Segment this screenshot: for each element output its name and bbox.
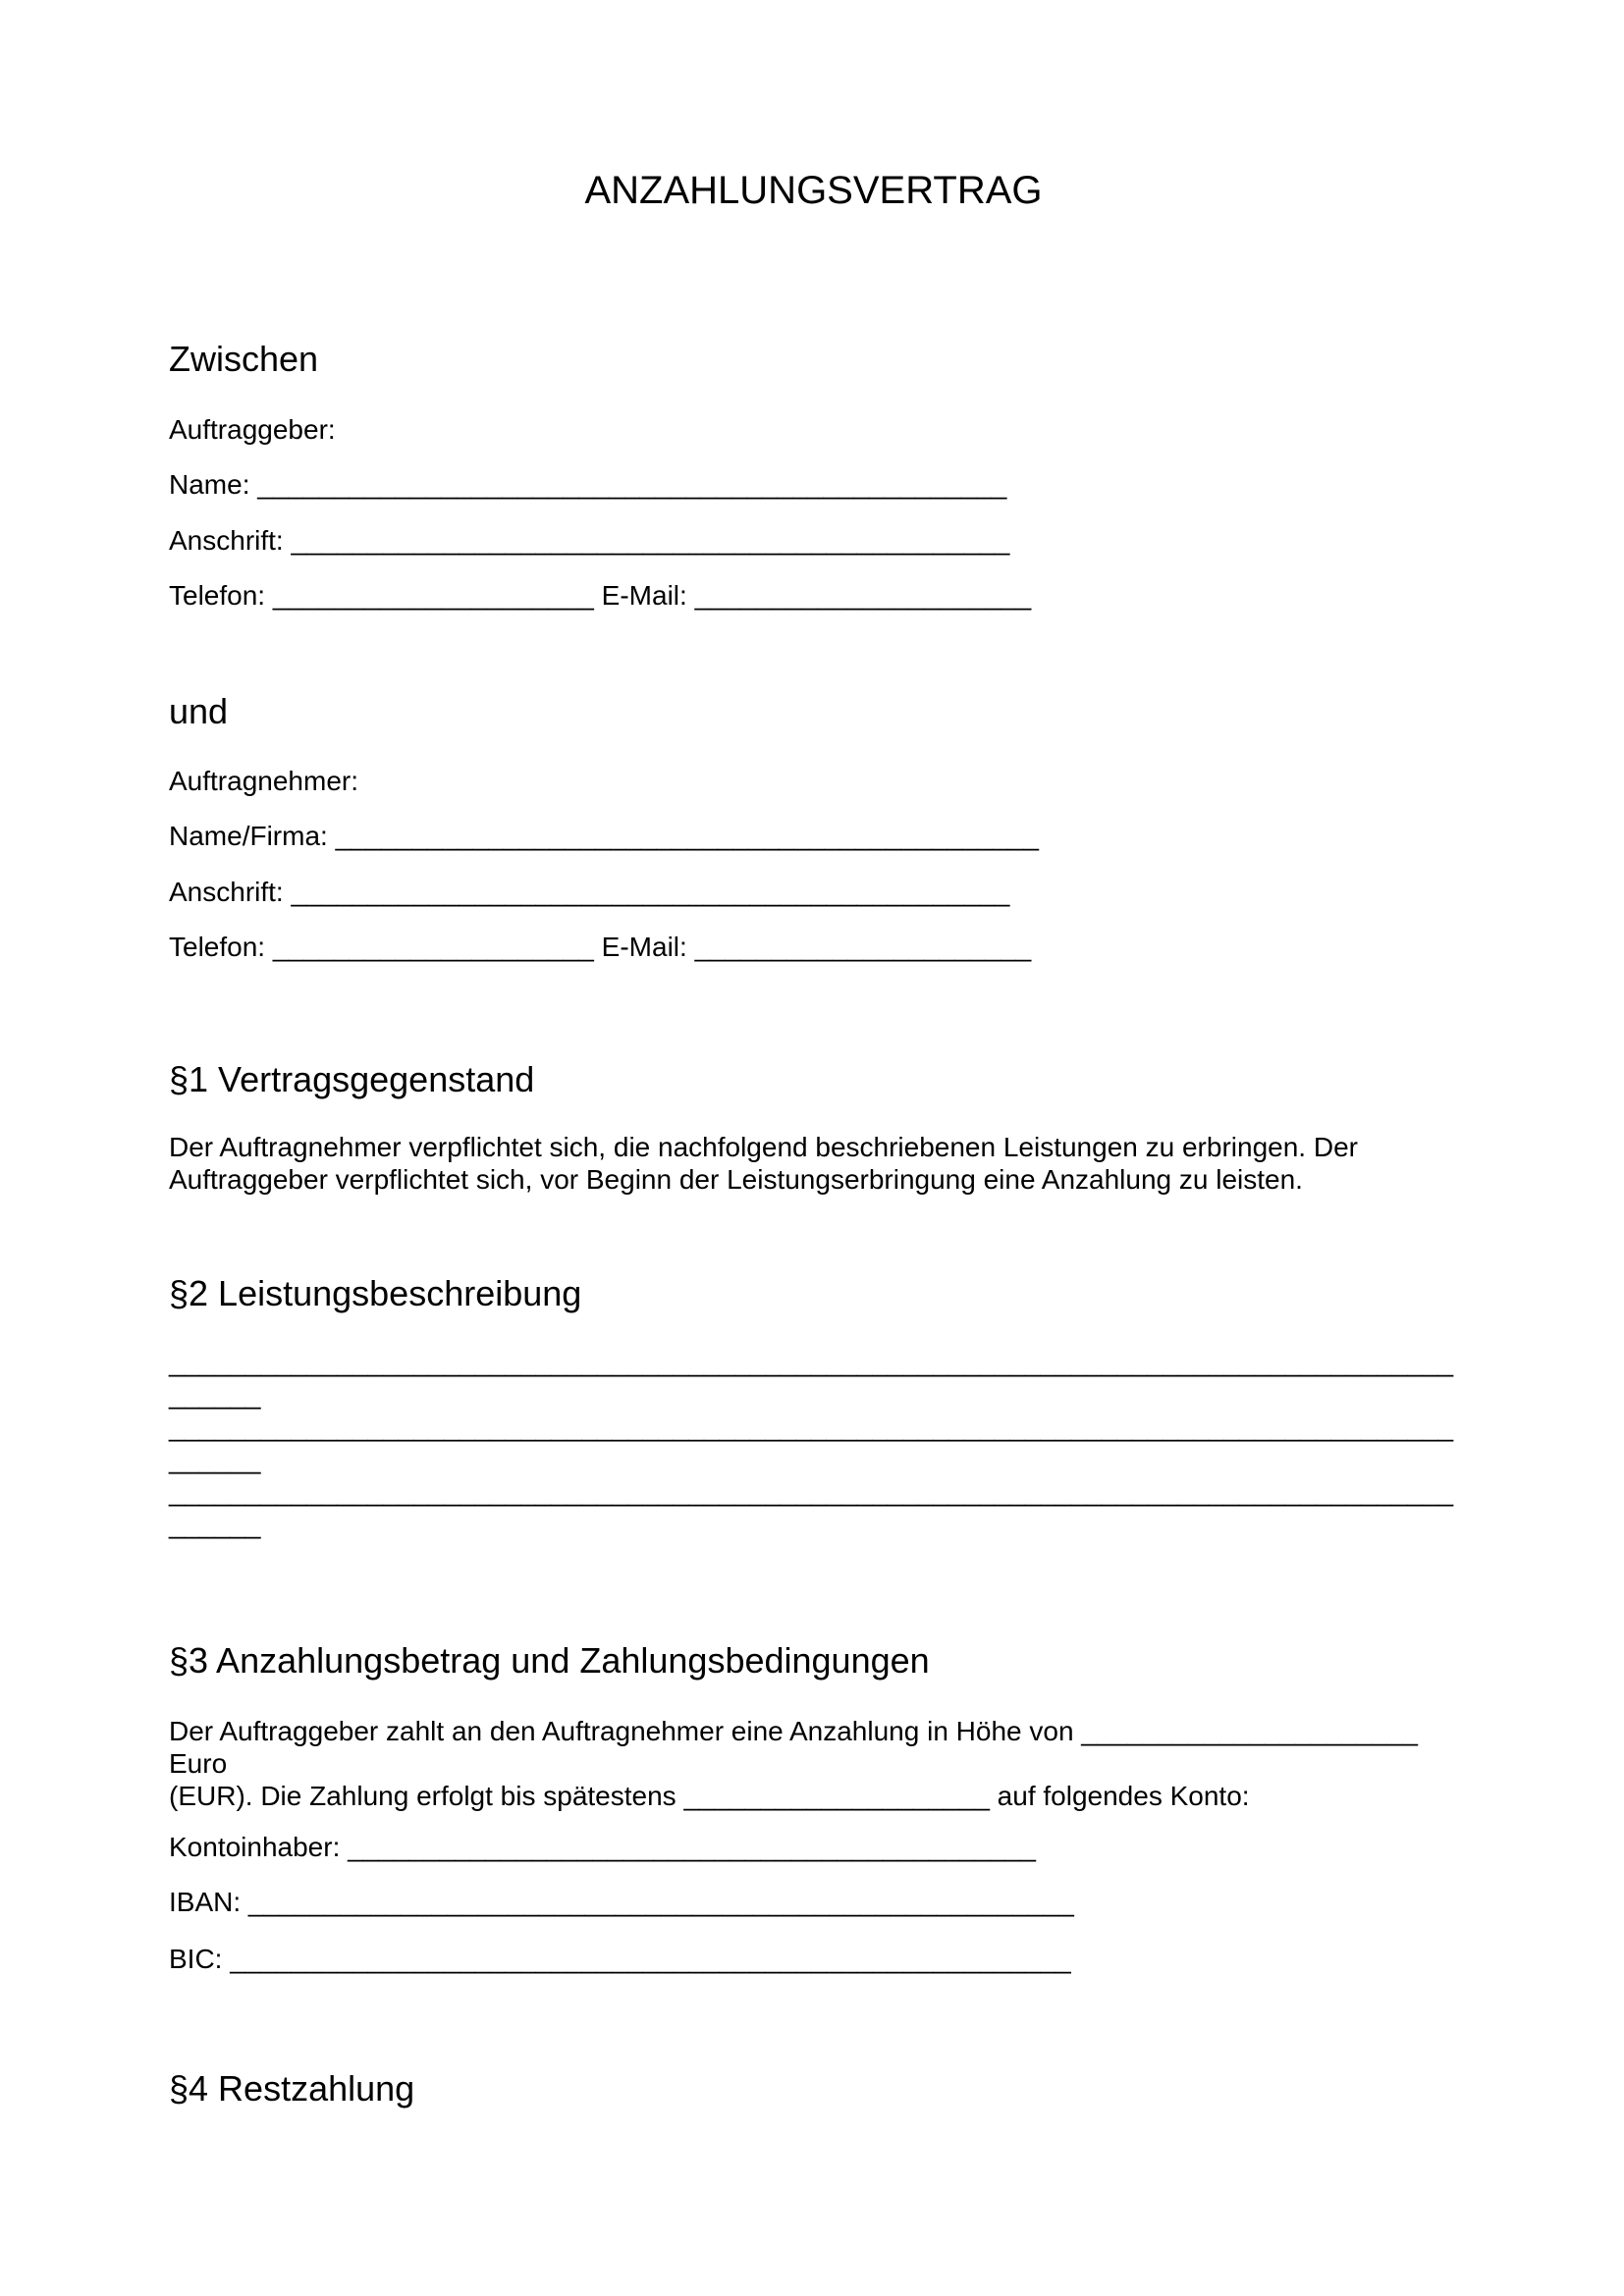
client-address-row — [169, 524, 1458, 557]
document-title: ANZAHLUNGSVERTRAG — [584, 169, 1043, 212]
contractor-role-label: Auftragnehmer: — [169, 766, 358, 796]
description-blank-line-3-long: ____________________________________________________________________________________ — [169, 1476, 1454, 1507]
contractor-name-label: Name/Firma: — [169, 821, 336, 851]
section-2-heading: §2 Leistungsbeschreibung — [169, 1273, 582, 1313]
section-1-heading: §1 Vertragsgegenstand — [169, 1059, 535, 1099]
contractor-name-row — [169, 820, 1458, 852]
account-holder-row — [169, 1831, 1458, 1863]
description-blank-line-1-long: ____________________________________________________________________________________ — [169, 1347, 1454, 1377]
client-email-label: E-Mail: — [593, 580, 695, 611]
parties-intro-heading: Zwischen — [169, 339, 319, 379]
bic-label: BIC: — [169, 1944, 231, 1974]
client-phone-email-row — [169, 579, 1458, 612]
account-holder-blank-line: _____________________________________________ — [348, 1832, 1036, 1862]
section-1-paragraph-line-1: Der Auftragnehmer verpflichtet sich, die nachfolgend beschriebenen Leistungen zu erbringen. Der — [169, 1132, 1358, 1162]
contractor-email-label: E-Mail: — [593, 932, 695, 962]
section-3-paragraph-line-2: (EUR). Die Zahlung erfolgt bis spätestens ____________________ auf folgendes Konto: — [169, 1781, 1250, 1811]
bic-blank-line: _______________________________________________________ — [230, 1944, 1071, 1974]
contractor-address-blank-line: _______________________________________________ — [291, 877, 1010, 907]
client-name-label: Name: — [169, 469, 258, 500]
contractor-phone-label: Telefon: — [169, 932, 273, 962]
iban-label: IBAN: — [169, 1887, 248, 1917]
iban-row — [169, 1886, 1458, 1918]
section-3-paragraph — [169, 1715, 1458, 1812]
bic-row — [169, 1943, 1458, 1975]
client-address-blank-line: _______________________________________________ — [291, 525, 1010, 556]
contractor-phone-email-row — [169, 931, 1458, 963]
description-blank-line-1-short: ______ — [169, 1379, 261, 1410]
description-blank-line-2-long: ____________________________________________________________________________________ — [169, 1412, 1454, 1442]
client-email-blank-line: ______________________ — [694, 580, 1032, 611]
contractor-address-row — [169, 876, 1458, 908]
account-holder-label: Kontoinhaber: — [169, 1832, 349, 1862]
description-blank-line-3-short: ______ — [169, 1509, 261, 1539]
section-1-paragraph — [169, 1131, 1458, 1196]
contractor-phone-blank-line: _____________________ — [272, 932, 594, 962]
section-3-paragraph-line-1: Der Auftraggeber zahlt an den Auftragnehmer eine Anzahlung in Höhe von ______________________ Euro — [169, 1716, 1418, 1779]
parties-connector-heading: und — [169, 691, 229, 731]
client-phone-blank-line: _____________________ — [272, 580, 594, 611]
section-3-heading: §3 Anzahlungsbetrag und Zahlungsbedingungen — [169, 1640, 930, 1681]
client-address-label: Anschrift: — [169, 525, 292, 556]
section-4-heading: §4 Restzahlung — [169, 2068, 415, 2109]
client-phone-label: Telefon: — [169, 580, 273, 611]
client-name-blank-line: _________________________________________________ — [257, 469, 1007, 500]
contractor-email-blank-line: ______________________ — [694, 932, 1032, 962]
description-blank-line-2-short: ______ — [169, 1444, 261, 1474]
contractor-name-blank-line: ______________________________________________ — [335, 821, 1039, 851]
contractor-address-label: Anschrift: — [169, 877, 292, 907]
client-role-label: Auftraggeber: — [169, 414, 336, 445]
section-2-blank-lines — [169, 1346, 1458, 1540]
section-1-paragraph-line-2: Auftraggeber verpflichtet sich, vor Beginn der Leistungserbringung eine Anzahlung zu leisten. — [169, 1164, 1303, 1195]
iban-blank-line: ______________________________________________________ — [247, 1887, 1074, 1917]
client-name-row — [169, 468, 1458, 501]
